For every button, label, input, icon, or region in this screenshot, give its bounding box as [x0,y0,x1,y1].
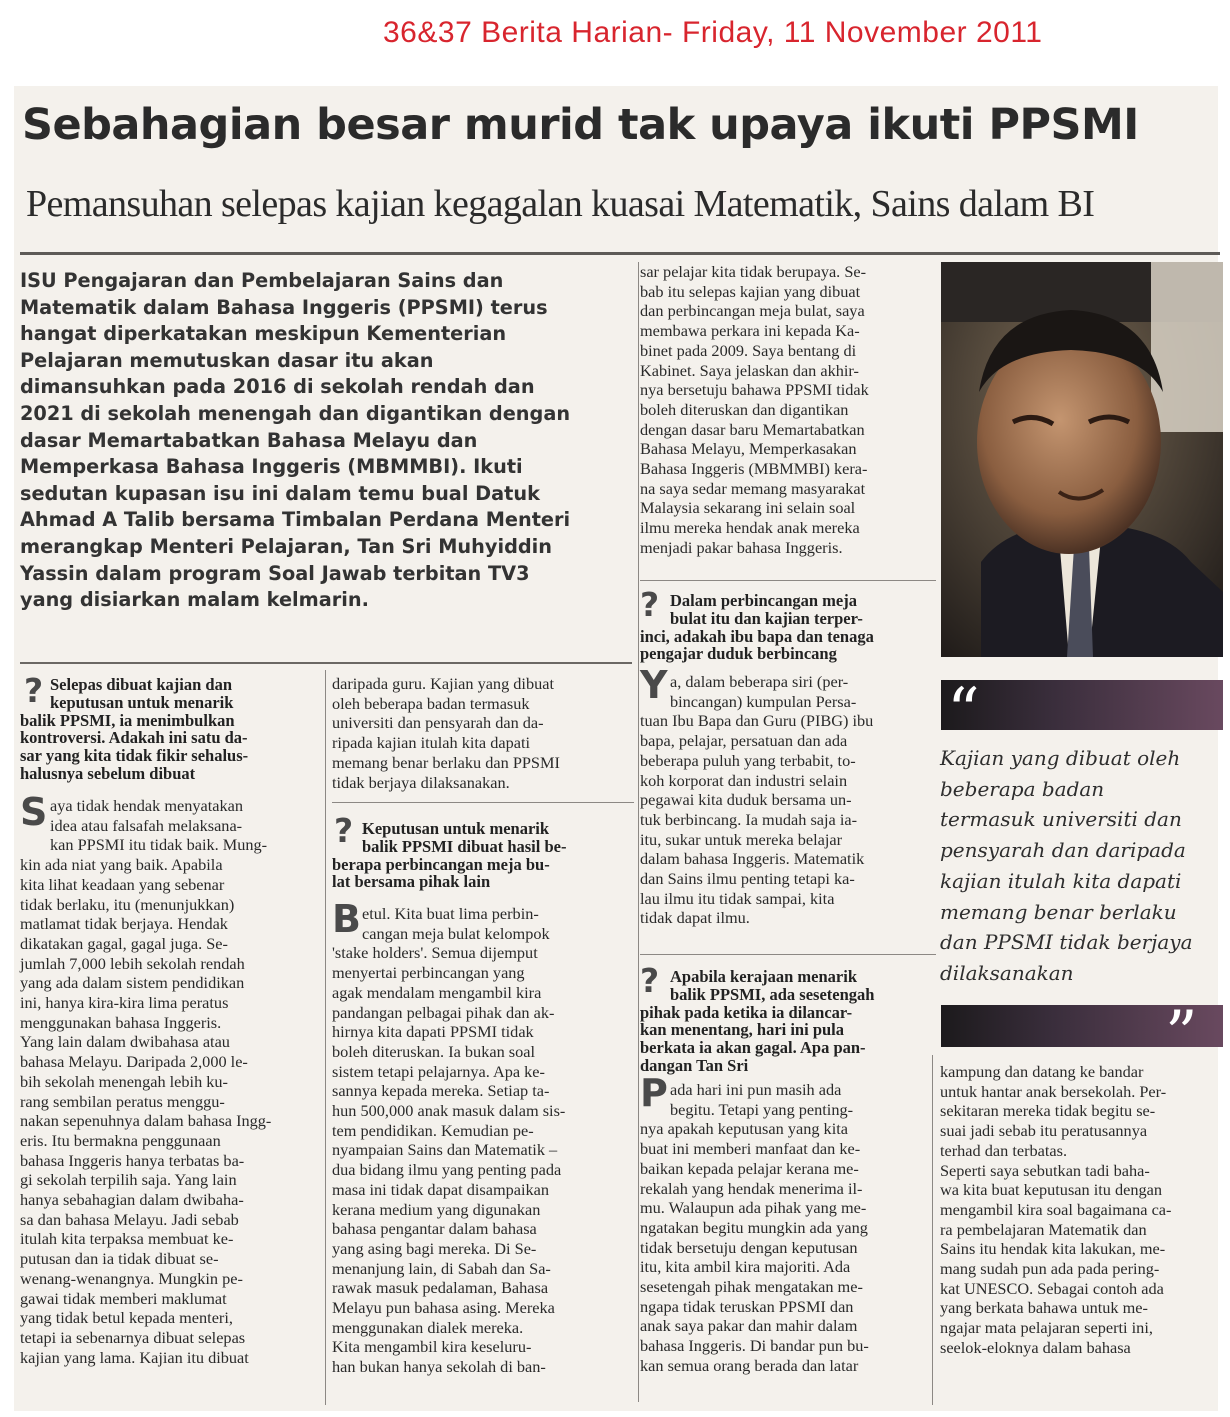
text-line: suai jadi sebab itu peratusannya [940,1121,1148,1141]
pull-quote-top-bar [941,675,1223,749]
text-line: menanjung lain, di Sabah dan Sa- [332,1258,551,1278]
text-line: ilmu mereka hendak anak mereka [640,518,860,538]
question-4 [640,968,936,1075]
text-line: Apabila kerajaan menarik [670,967,858,986]
text-line: Matematik dalam Bahasa Inggeris (PPSMI) terus [20,295,548,319]
text-line: balik PPSMI, ia menimbulkan [20,710,235,730]
text-line: aya tidak hendak menyatakan [50,796,244,815]
header-divider [20,252,1220,255]
text-line: kita lihat keadaan yang sebenar [20,874,225,894]
text-line: yang asing bagi mereka. Di Se- [332,1238,537,1258]
text-line: sesetengah pihak mengatakan me- [640,1277,863,1297]
text-line: berkata ia akan gagal. Apa pan- [640,1038,866,1058]
text-line: kat UNESCO. Sebagai contoh ada [940,1278,1164,1298]
text-line: baikan kepada pelajar kerana me- [640,1158,859,1178]
drop-cap: B [332,897,361,941]
text-line: Bahasa Melayu, Memperkasakan [640,439,857,459]
text-line: ada hari ini pun masih ada [670,1080,842,1099]
text-line: bahasa pengantar dalam bahasa [332,1219,537,1239]
text-line: sar yang kita tidak fikir sehalus- [20,746,249,766]
answer-continued [640,262,936,558]
text-line: Ahmad A Talib bersama Timbalan Perdana Menteri [20,508,571,532]
text-line: agak mendalam mengambil kira [332,982,542,1002]
text-line: kerana medium yang digunakan [332,1199,541,1219]
article-headline: Sebahagian besar murid tak upaya ikuti PPSMI [22,100,1139,150]
text-line: buat ini memberi manfaat dan ke- [640,1139,861,1159]
text-line: tidak berjaya dilaksanakan. [332,772,510,792]
text-line: halusnya sebelum dibuat [20,763,196,783]
text-line: sannya kepada mereka. Setiap ta- [332,1081,550,1101]
text-line: rang sembilan peratus menggu- [20,1091,225,1111]
text-line: bulat itu dan kajian terper- [670,608,863,628]
text-line: yang disiarkan malam kelmarin. [20,588,369,612]
text-line: ISU Pengajaran dan Pembelajaran Sains dan [20,269,504,292]
text-line: universiti dan pensyarah dan da- [332,713,544,733]
text-line: hirnya kita dapati PPSMI tidak [332,1022,534,1042]
answer-3 [640,672,936,928]
text-line: Kabinet. Saya jelaskan dan akhir- [640,360,859,380]
text-line: mengambil kira soal bagaimana ca- [940,1199,1172,1219]
text-line: Keputusan untuk menarik [362,819,550,838]
text-line: Bahasa Inggeris (MBMMBI) kera- [640,459,868,479]
text-line: kin ada niat yang baik. Apabila [20,855,223,875]
answer-continued [940,1062,1225,1358]
text-line: ripada kajian itulah kita dapati [332,733,531,753]
text-line: dua bidang ilmu yang penting pada [332,1160,562,1180]
text-line: bapa, pelajar, persatuan dan ada [640,731,848,751]
text-line: terhad dan terbatas. [940,1140,1068,1160]
question-2 [332,820,634,891]
text-line: nyampaian Sains dan Matematik – [332,1140,558,1160]
text-line: Malaysia sekarang ini selain soal [640,498,856,518]
text-line: Kita mengambil kira keseluru- [332,1337,532,1357]
text-line: lau ilmu itu tidak sampai, kita [640,888,835,908]
text-line: Sains itu hendak kita lakukan, me- [940,1239,1166,1259]
text-line: tidak bersetuju dengan keputusan [640,1237,858,1257]
answer-4 [640,1080,936,1376]
text-line: dan Sains ilmu penting tetapi ka- [640,869,855,889]
text-line: yang ada dalam sistem pendidikan [20,973,245,993]
text-line: ngajar mata pelajaran seperti ini, [940,1318,1153,1338]
portrait-image [941,262,1223,657]
text-line: seelok-eloknya dalam bahasa [940,1337,1131,1357]
text-line: Yassin dalam program Soal Jawab terbitan TV3 [20,561,530,585]
text-line: 'stake holders'. Semua dijemput [332,943,538,963]
text-line: koh korporat dan industri selain [640,770,848,790]
text-line: Yang lain dalam dwibahasa atau [20,1032,230,1052]
question-mark-icon: ? [640,961,660,1000]
section-divider [332,802,634,803]
pull-quote [940,743,1225,989]
text-line: Kajian yang dibuat oleh [940,746,1181,770]
text-line: sekitaran mereka tidak begitu se- [940,1101,1156,1121]
text-line: jumlah 7,000 lebih sekolah rendah [20,953,245,973]
text-line: kontroversi. Adakah ini satu da- [20,728,248,748]
text-line: bahasa Inggeris. Di bandar pun bu- [640,1336,869,1356]
close-quote-icon: ” [1165,998,1198,1072]
text-line: itulah kita terpaksa membuat ke- [20,1229,234,1249]
text-line: boleh diteruskan dan digantikan [640,399,849,419]
text-line: menyertai perbincangan yang [332,963,525,983]
text-line: kampung dan datang ke bandar [940,1062,1144,1081]
text-line: yang berkata bahawa untuk me- [940,1298,1148,1318]
column-1 [20,671,320,1409]
text-line: memang benar berlaku [940,899,1177,924]
text-line: rawak masuk pedalaman, Bahasa [332,1278,549,1298]
column-divider [638,262,639,1402]
text-line: untuk hantar anak bersekolah. Per- [940,1081,1167,1101]
text-line: gawai tidak memberi maklumat [20,1288,227,1308]
text-line: masa ini tidak dapat disampaikan [332,1179,550,1199]
column-3 [640,262,936,1412]
text-line: daripada guru. Kajian yang dibuat [332,674,554,693]
text-line: gi sekolah terpilih saja. Yang lain [20,1170,237,1190]
text-line: membawa perkara ini kepada Ka- [640,321,860,341]
text-line: kan semua orang berada dan latar [640,1355,859,1375]
lead-divider [20,662,632,664]
text-line: Pelajaran memutuskan dasar itu akan [20,348,434,372]
text-line: hanya sebahagian dalam dwibaha- [20,1190,244,1210]
article-subheadline: Pemansuhan selepas kajian kegagalan kuasai Matematik, Sains dalam BI [26,183,1095,225]
text-line: tem pendidikan. Kemudian pe- [332,1120,534,1140]
text-line: memang benar berlaku dan PPSMI [332,752,560,772]
text-line: dilaksanakan [940,960,1074,985]
text-line: inci, adakah ibu bapa dan tenaga [640,626,874,646]
text-line: putusan dan ia tidak dibuat se- [20,1249,219,1269]
text-line: merangkap Menteri Pelajaran, Tan Sri Muhyiddin [20,534,553,558]
text-line: pegawai kita duduk bersama un- [640,790,852,810]
text-line: sedutan kupasan isu ini dalam temu bual Datuk [20,481,540,505]
text-line: tuan Ibu Bapa dan Guru (PIBG) ibu [640,711,874,731]
text-line: Melayu pun bahasa asing. Mereka [332,1298,555,1318]
open-quote-icon: “ [947,675,980,749]
text-line: hangat diperkatakan meskipun Kementerian [20,322,507,346]
text-line: beberapa badan [940,776,1105,801]
question-mark-icon: ? [24,671,44,710]
text-line: tidak dapat ilmu. [640,908,750,928]
text-line: kajian itulah kita dapati [940,868,1182,893]
text-line: menggunakan bahasa Inggeris. [20,1012,222,1032]
portrait-photo [941,262,1223,657]
question-mark-icon: ? [334,811,354,850]
text-line: sa dan bahasa Melayu. Jadi sebab [20,1209,239,1229]
text-line: bincangan) kumpulan Persa- [670,691,857,711]
text-line: dimansuhkan pada 2016 di sekolah rendah dan [20,375,535,399]
question-3 [640,592,936,663]
text-line: rekalah yang hendak menerima il- [640,1178,863,1198]
text-line: idea atau falsafah melaksana- [50,815,243,835]
text-line: dalam bahasa Inggeris. Matematik [640,849,865,869]
text-line: sistem tetapi pelajarnya. Apa ke- [332,1061,545,1081]
question-1 [20,671,320,783]
text-line: eris. Itu bermakna penggunaan [20,1130,221,1150]
text-line: keputusan untuk menarik [50,692,234,712]
text-line: a, dalam beberapa siri (per- [670,672,849,691]
column-4 [940,1062,1225,1407]
text-line: ngatakan begitu mungkin ada yang [640,1217,868,1237]
text-line: tuk berbincang. Ia mudah saja ia- [640,809,857,829]
page-caption: 36&37 Berita Harian- Friday, 11 November 2011 [383,16,1043,49]
text-line: binet pada 2009. Saya bentang di [640,340,857,360]
section-divider [640,580,936,581]
text-line: boleh diteruskan. Ia bukan soal [332,1041,536,1061]
text-line: Memperkasa Bahasa Inggeris (MBMMBI). Ikuti [20,455,523,479]
question-mark-icon: ? [640,585,660,624]
drop-cap: P [640,1071,668,1115]
answer-continued [332,674,634,792]
text-line: bahasa Melayu. Daripada 2,000 le- [20,1052,248,1072]
text-line: kan menentang, hari ini pula [640,1020,845,1040]
answer-1 [20,796,320,1367]
text-line: tetapi ia sebenarnya dibuat selepas [20,1327,246,1347]
text-line: bahasa Inggeris hanya terbatas ba- [20,1150,245,1170]
text-line: ra pembelajaran Matematik dan [940,1219,1147,1239]
text-line: etul. Kita buat lima perbin- [362,904,539,923]
text-line: Dalam perbincangan meja [670,591,857,610]
section-divider [640,954,936,955]
text-line: bih sekolah menengah lebih ku- [20,1071,228,1091]
text-line: itu, sukar untuk mereka belajar [640,829,843,849]
text-line: bab itu selepas kajian yang dibuat [640,281,861,301]
text-line: na saya sedar memang masyarakat [640,478,866,498]
text-line: menjadi pakar bahasa Inggeris. [640,537,843,557]
text-line: ngapa tidak teruskan PPSMI dan [640,1296,854,1316]
text-line: balik PPSMI dibuat hasil be- [362,836,567,856]
text-line: nya bersetuju bahawa PPSMI tidak [640,380,869,400]
text-line: hun 500,000 anak masuk dalam sis- [332,1101,566,1121]
text-line: balik PPSMI, ada sesetengah [670,984,875,1004]
text-line: beberapa puluh yang terbabit, to- [640,750,856,770]
text-line: nya apakah keputusan yang kita [640,1119,848,1139]
text-line: mang sudah pun ada pada pering- [940,1259,1160,1279]
text-line: 2021 di sekolah menengah dan digantikan dengan [20,401,571,425]
text-line: cangan meja bulat kelompok [362,923,550,943]
text-line: nakan sepenuhnya dalam bahasa Ingg- [20,1111,272,1131]
text-line: termasuk universiti dan [940,807,1182,832]
text-line: begitu. Tetapi yang penting- [670,1099,854,1119]
text-line: berapa perbincangan meja bu- [332,854,550,874]
text-line: dikatakan gagal, gagal juga. Se- [20,933,228,953]
text-line: lat bersama pihak lain [332,872,491,892]
text-line: wenang-wenangnya. Mungkin pe- [20,1268,243,1288]
text-line: han bukan hanya sekolah di ban- [332,1357,546,1377]
text-line: yang tidak betul kepada menteri, [20,1308,233,1328]
text-line: pandangan pelbagai pihak dan ak- [332,1002,555,1022]
text-line: dengan dasar baru Memartabatkan [640,419,865,439]
text-line: pengajar duduk berbincang [640,644,837,664]
text-line: ini, hanya kira-kira lima peratus [20,993,229,1013]
text-line: sar pelajar kita tidak berupaya. Se- [640,262,867,281]
text-line: kan PPSMI itu tidak baik. Mung- [50,835,268,855]
drop-cap: S [20,790,48,834]
text-line: wa kita buat keputusan itu dengan [940,1180,1162,1200]
text-line: pensyarah dan daripada [940,838,1186,863]
text-line: kajian yang lama. Kajian itu dibuat [20,1347,249,1367]
text-line: tidak berlaku, itu (menunjukkan) [20,894,235,914]
text-line: dan perbincangan meja bulat, saya [640,301,865,321]
column-divider [325,670,326,1405]
answer-2 [332,904,634,1377]
text-line: mu. Walaupun ada pihak yang me- [640,1198,867,1218]
text-line: dasar Memartabatkan Bahasa Melayu dan [20,428,478,452]
text-line: dangan Tan Sri [640,1055,749,1075]
text-line: pihak pada ketika ia dilancar- [640,1002,853,1022]
text-line: menggunakan dialek mereka. [332,1317,524,1337]
text-line: matlamat tidak berjaya. Hendak [20,914,228,934]
text-line: dan PPSMI tidak berjaya [940,930,1193,955]
text-line: itu, kita ambil kira majoriti. Ada [640,1257,851,1277]
text-line: oleh beberapa badan termasuk [332,693,530,713]
lead-paragraph [20,268,632,614]
column-2 [332,674,634,1409]
text-line: anak saya pakar dan mahir dalam [640,1316,858,1336]
text-line: Seperti saya sebutkan tadi baha- [940,1160,1150,1180]
drop-cap: Y [640,663,668,707]
text-line: Selepas dibuat kajian dan [50,675,233,694]
